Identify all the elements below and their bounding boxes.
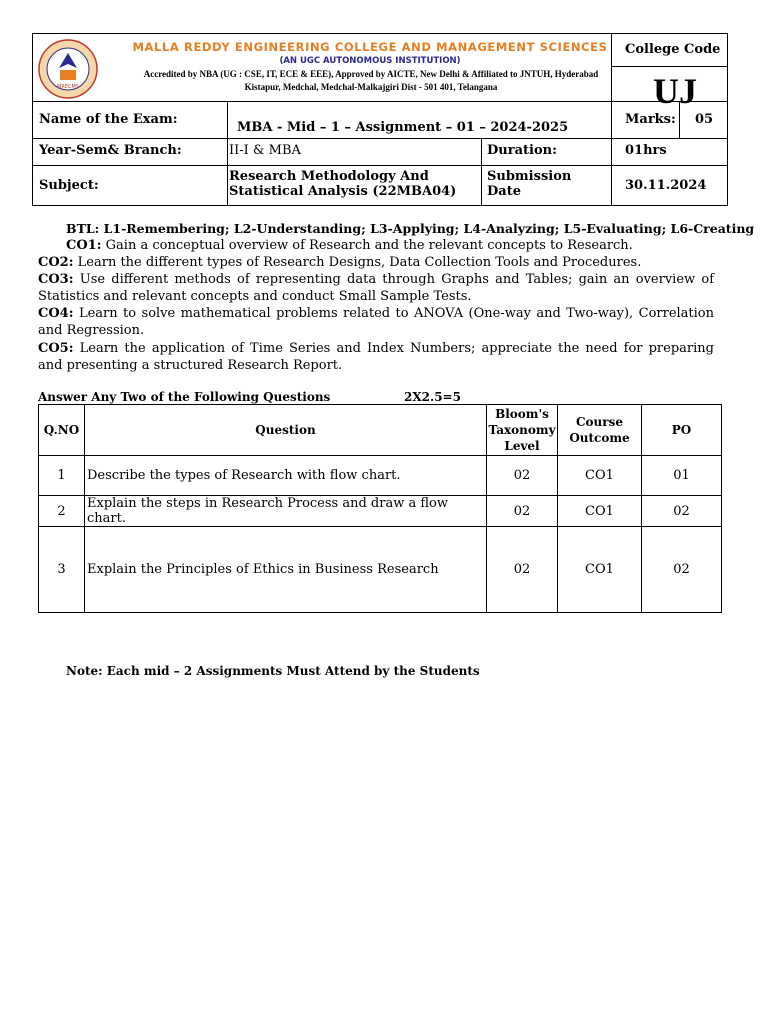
subject-line-2: Statistical Analysis (22MBA04) [229,184,457,199]
duration-value: 01hrs [625,143,667,158]
row1-btl: 02 [487,456,558,496]
co2-code: CO2: [38,255,74,270]
co4-text: Learn to solve mathematical problems related to ANOVA (One-way and Two-way), Correlation and Regression. [38,306,715,338]
header-co-line-1: Course [576,415,623,429]
btl-line: BTL: L1-Remembering; L2-Understanding; L3-Applying; L4-Analyzing; L5-Evaluating; L6-Creating [66,221,755,236]
row2-question: Explain the steps in Research Process and draw a flow chart. [85,496,487,527]
co1-code: CO1: [66,238,102,253]
exam-label: Name of the Exam: [39,112,178,127]
subject-line-1: Research Methodology And [229,169,429,184]
header-btl [487,405,558,456]
year-label: Year-Sem& Branch: [39,143,182,158]
row1-qno: 1 [39,456,85,496]
row1-po: 01 [642,456,722,496]
submission-label-line-2: Date [487,184,521,199]
co2-line [38,254,641,271]
header-btl-line-1: Bloom's [495,407,549,421]
header-question: Question [85,405,487,456]
co1-line [66,237,633,254]
duration-label: Duration: [487,143,557,158]
subject-label: Subject: [39,178,99,193]
exam-value: MBA - Mid – 1 – Assignment – 01 – 2024-2025 [237,120,569,135]
header-table [32,33,728,206]
marks-scheme: 2X2.5=5 [404,390,461,404]
co1-text: Gain a conceptual overview of Research and the relevant concepts to Research. [105,238,633,253]
college-accreditation [99,68,643,94]
accreditation-line: Accredited by NBA (UG : CSE, IT, ECE & EEE), Approved by AICTE, New Delhi & Affiliated to JNTUH, Hyderabad [143,69,599,79]
submission-label-line-1: Submission [487,169,572,184]
questions-table [38,404,722,613]
co2-text: Learn the different types of Research Designs, Data Collection Tools and Procedures. [77,255,642,270]
instruction: Answer Any Two of the Following Questions [38,390,331,404]
co4-code: CO4: [38,306,74,321]
co5-code: CO5: [38,341,74,356]
co4-line [38,305,714,339]
row2-btl: 02 [487,496,558,527]
co3-text: Use different methods of representing data through Graphs and Tables; gain an overview of Statistics and relevant concepts and conduct Small Sample Tests. [38,272,714,304]
row3-question: Explain the Principles of Ethics in Business Research [85,527,487,613]
row3-co: CO1 [558,527,642,613]
co5-text: Learn the application of Time Series and Index Numbers; appreciate the need for preparing and presenting a structured Research Report. [38,341,714,373]
marks-label: Marks: [625,112,676,127]
co3-code: CO3: [38,272,74,287]
header-btl-line-3: Level [504,439,540,453]
header-btl-line-2: Taxonomy [488,423,556,437]
header-co-line-2: Outcome [569,431,630,445]
row2-co: CO1 [558,496,642,527]
header-qno: Q.NO [39,405,85,456]
row1-co: CO1 [558,456,642,496]
header-po: PO [642,405,722,456]
college-autonomous: (AN UGC AUTONOMOUS INSTITUTION) [279,56,461,66]
row3-qno: 3 [39,527,85,613]
college-code-label: College Code [625,42,721,57]
header-co [558,405,642,456]
subject-value [229,169,456,199]
submission-value: 30.11.2024 [625,178,707,193]
row2-qno: 2 [39,496,85,527]
note: Note: Each mid – 2 Assignments Must Attend by the Students [66,664,480,678]
college-logo-icon [37,38,99,100]
row1-question: Describe the types of Research with flow chart. [85,456,487,496]
college-code: UJ [653,71,697,111]
row3-po: 02 [642,527,722,613]
row2-po: 02 [642,496,722,527]
logo-text: MRECMS [57,84,79,90]
table-row [39,527,722,613]
table-row [39,496,722,527]
marks-value: 05 [695,112,714,127]
co3-line [38,271,714,305]
row3-btl: 02 [487,527,558,613]
year-value: II-I & MBA [229,143,301,158]
submission-label [487,169,571,199]
co5-line [38,340,714,374]
address-line: Kistapur, Medchal, Medchal-Malkajgiri Dist - 501 401, Telangana [244,82,498,92]
table-header-row [39,405,722,456]
college-name: MALLA REDDY ENGINEERING COLLEGE AND MANAGEMENT SCIENCES [132,40,608,54]
table-row [39,456,722,496]
